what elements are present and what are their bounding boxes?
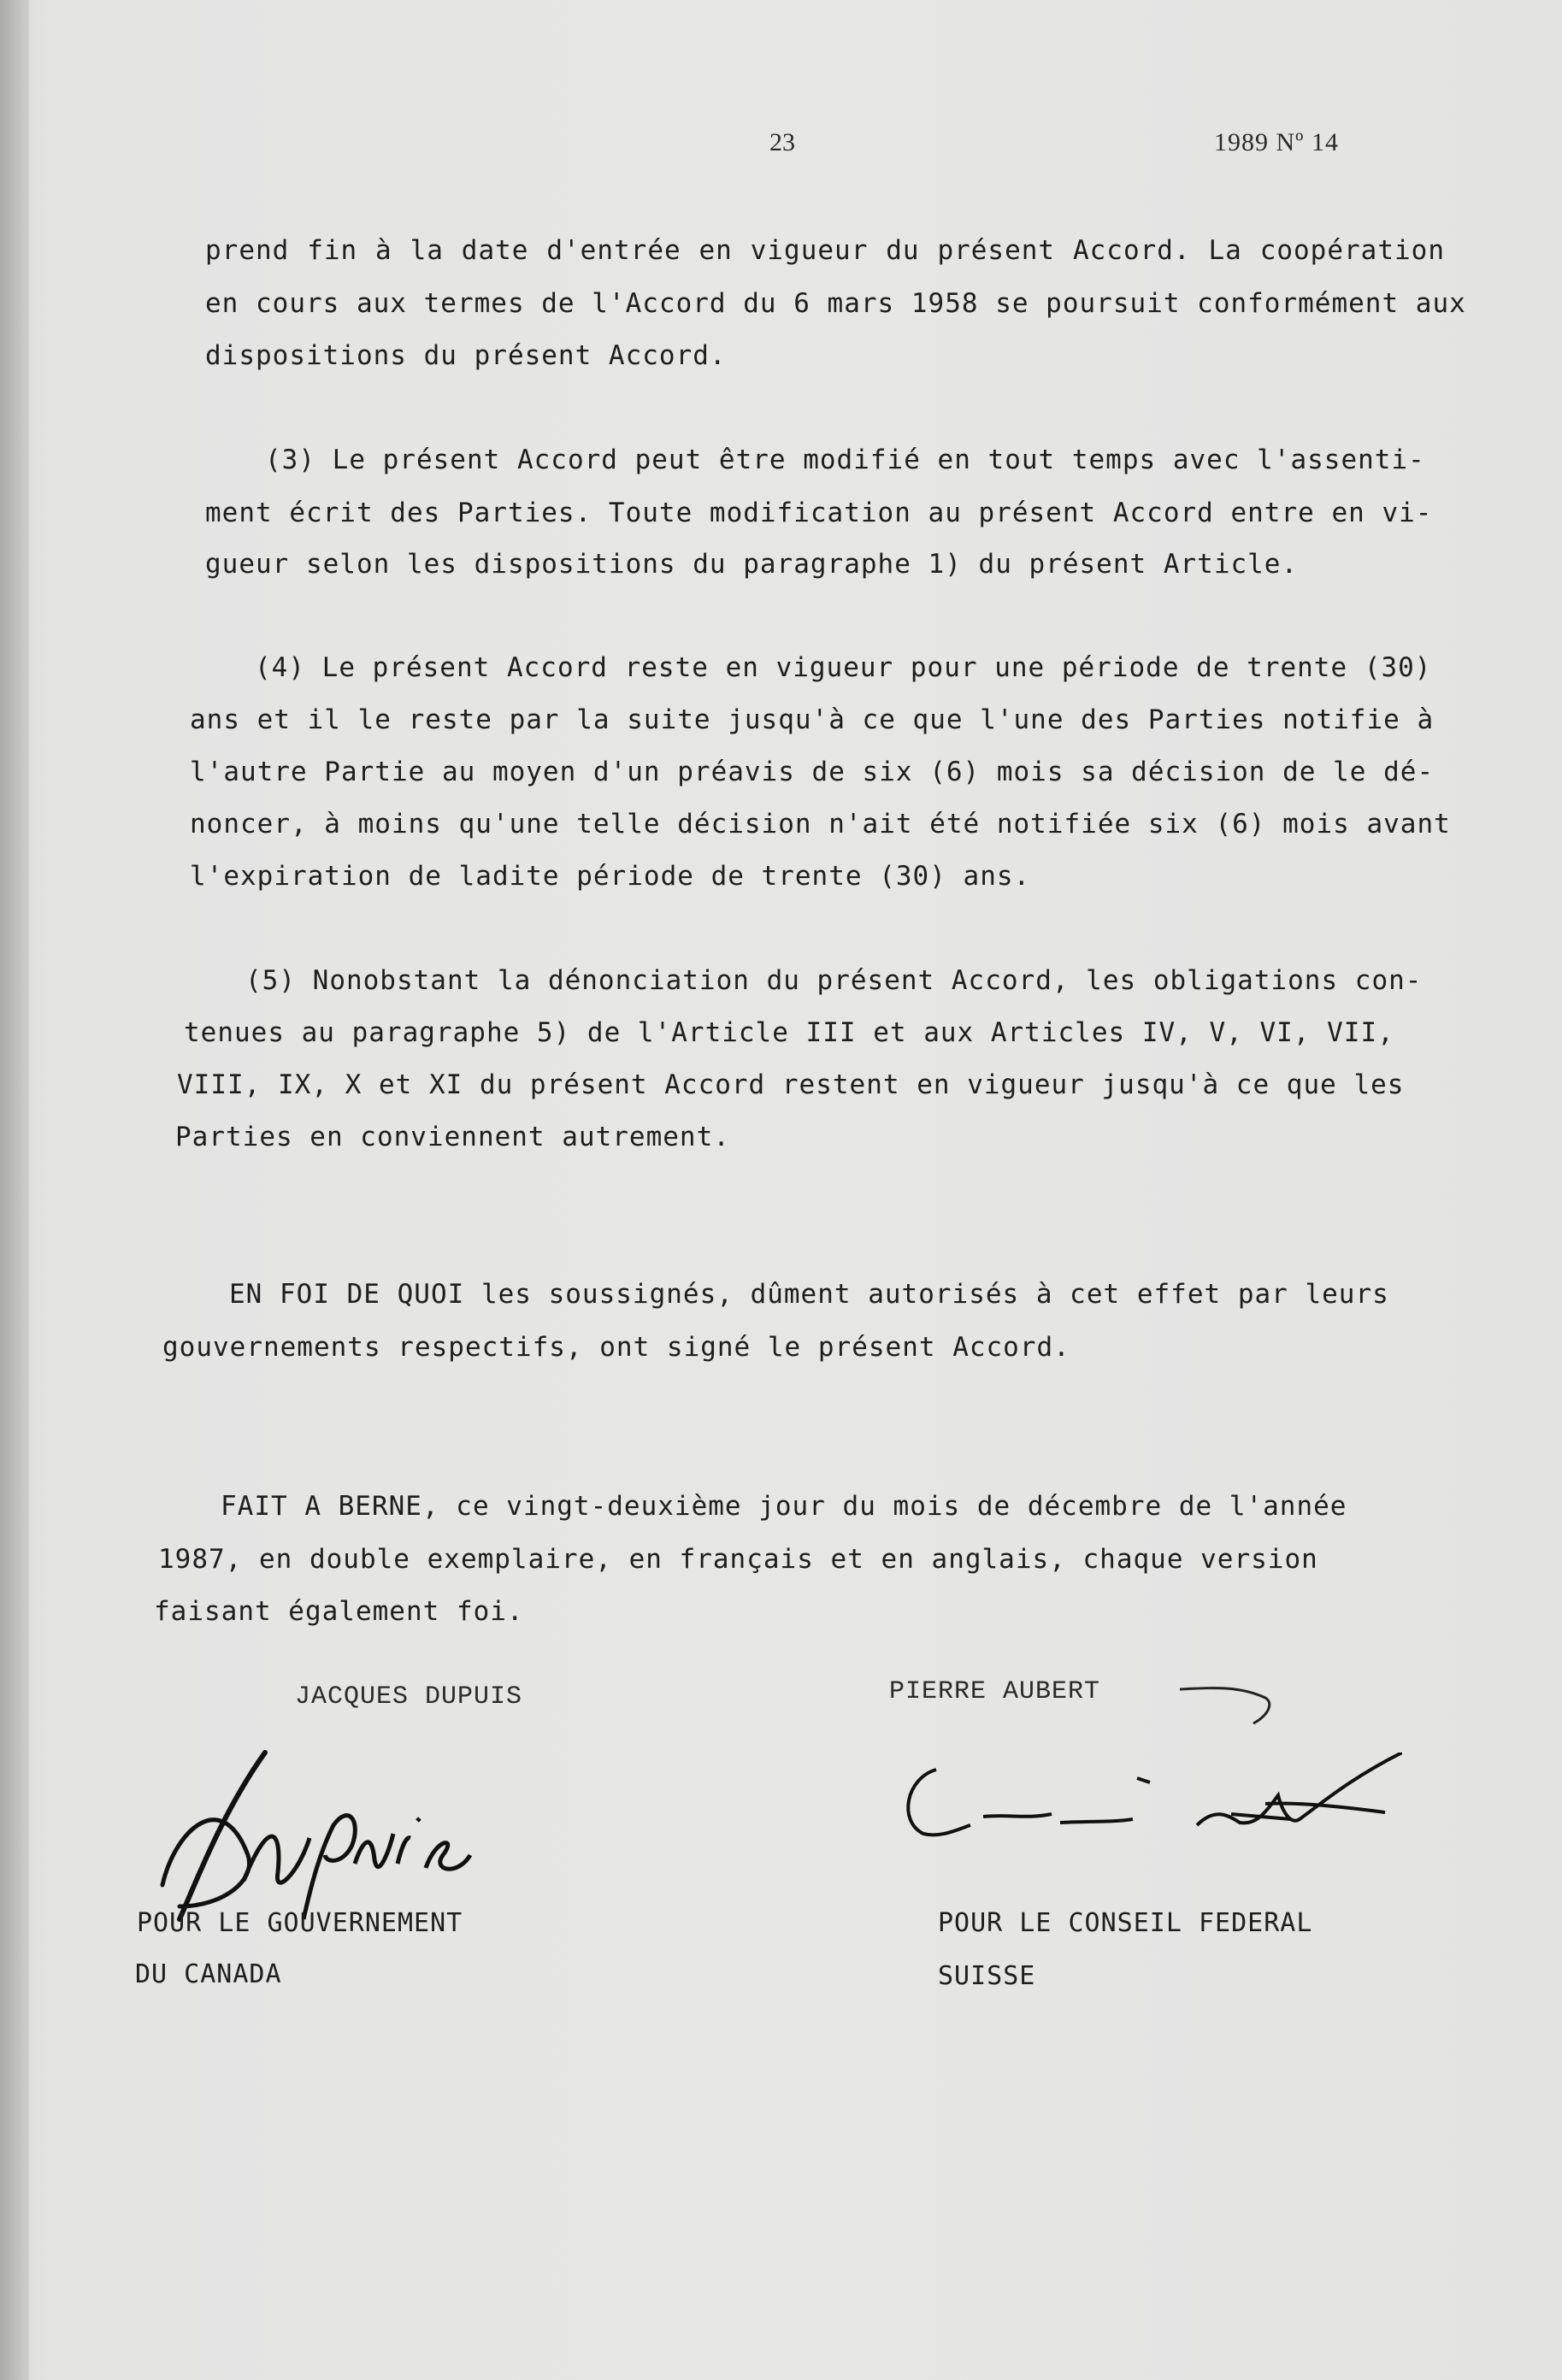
- paragraph-3-line-2: ans et il le reste par la suite jusqu'à ce que l'une des Parties notifie à: [190, 704, 1435, 735]
- paragraph-4-line-4: Parties en conviennent autrement.: [175, 1122, 730, 1152]
- paragraph-1-line-2: en cours aux termes de l'Accord du 6 mars 1958 se poursuit conformément aux: [205, 288, 1466, 319]
- signatory-label-left-line-2: DU CANADA: [135, 1959, 282, 1989]
- signatory-name-right: PIERRE AUBERT: [889, 1677, 1101, 1706]
- signatory-label-right-line-2: SUISSE: [938, 1961, 1036, 1991]
- paragraph-2-line-2: ment écrit des Parties. Toute modification au présent Accord entre en vi-: [205, 498, 1433, 528]
- paragraph-2-line-1: (3) Le présent Accord peut être modifié en tout temps avec l'assenti-: [265, 445, 1425, 475]
- page-number: 23: [769, 128, 795, 156]
- paragraph-3-line-4: noncer, à moins qu'une telle décision n'ait été notifiée six (6) mois avant: [190, 809, 1451, 839]
- paragraph-3-line-5: l'expiration de ladite période de trente (30) ans.: [190, 861, 1031, 892]
- signatory-label-left-line-1: POUR LE GOUVERNEMENT: [137, 1908, 463, 1938]
- document-reference: 1989 Nº 14: [1214, 128, 1339, 156]
- paragraph-2-line-3: gueur selon les dispositions du paragraphe 1) du présent Article.: [205, 549, 1299, 580]
- signatory-label-right-line-1: POUR LE CONSEIL FEDERAL: [938, 1908, 1313, 1938]
- paragraph-6-line-3: faisant également foi.: [154, 1596, 524, 1627]
- signature-flourish: [1180, 1676, 1282, 1744]
- paragraph-1-line-3: dispositions du présent Accord.: [205, 340, 727, 371]
- signatory-name-left: JACQUES DUPUIS: [295, 1682, 523, 1711]
- paragraph-1-line-1: prend fin à la date d'entrée en vigueur du présent Accord. La coopération: [205, 235, 1445, 266]
- book-spine-shadow: [0, 0, 29, 2380]
- paragraph-4-line-1: (5) Nonobstant la dénonciation du présent Accord, les obligations con-: [245, 965, 1423, 996]
- paragraph-3-line-3: l'autre Partie au moyen d'un préavis de six (6) mois sa décision de le dé-: [190, 757, 1435, 787]
- paragraph-3-line-1: (4) Le présent Accord reste en vigueur pour une période de trente (30): [255, 652, 1432, 683]
- paragraph-6-line-2: 1987, en double exemplaire, en français et en anglais, chaque version: [158, 1544, 1318, 1575]
- paragraph-4-line-2: tenues au paragraphe 5) de l'Article III et aux Articles IV, V, VI, VII,: [184, 1017, 1394, 1048]
- paragraph-6-line-1: FAIT A BERNE, ce vingt-deuxième jour du mois de décembre de l'année: [221, 1491, 1347, 1522]
- paragraph-5-line-2: gouvernements respectifs, ont signé le présent Accord.: [162, 1332, 1070, 1363]
- paragraph-5-line-1: EN FOI DE QUOI les soussignés, dûment autorisés à cet effet par leurs: [229, 1279, 1389, 1310]
- paragraph-4-line-3: VIII, IX, X et XI du présent Accord restent en vigueur jusqu'à ce que les: [177, 1069, 1405, 1100]
- handwritten-signature-aubert: [889, 1753, 1402, 1855]
